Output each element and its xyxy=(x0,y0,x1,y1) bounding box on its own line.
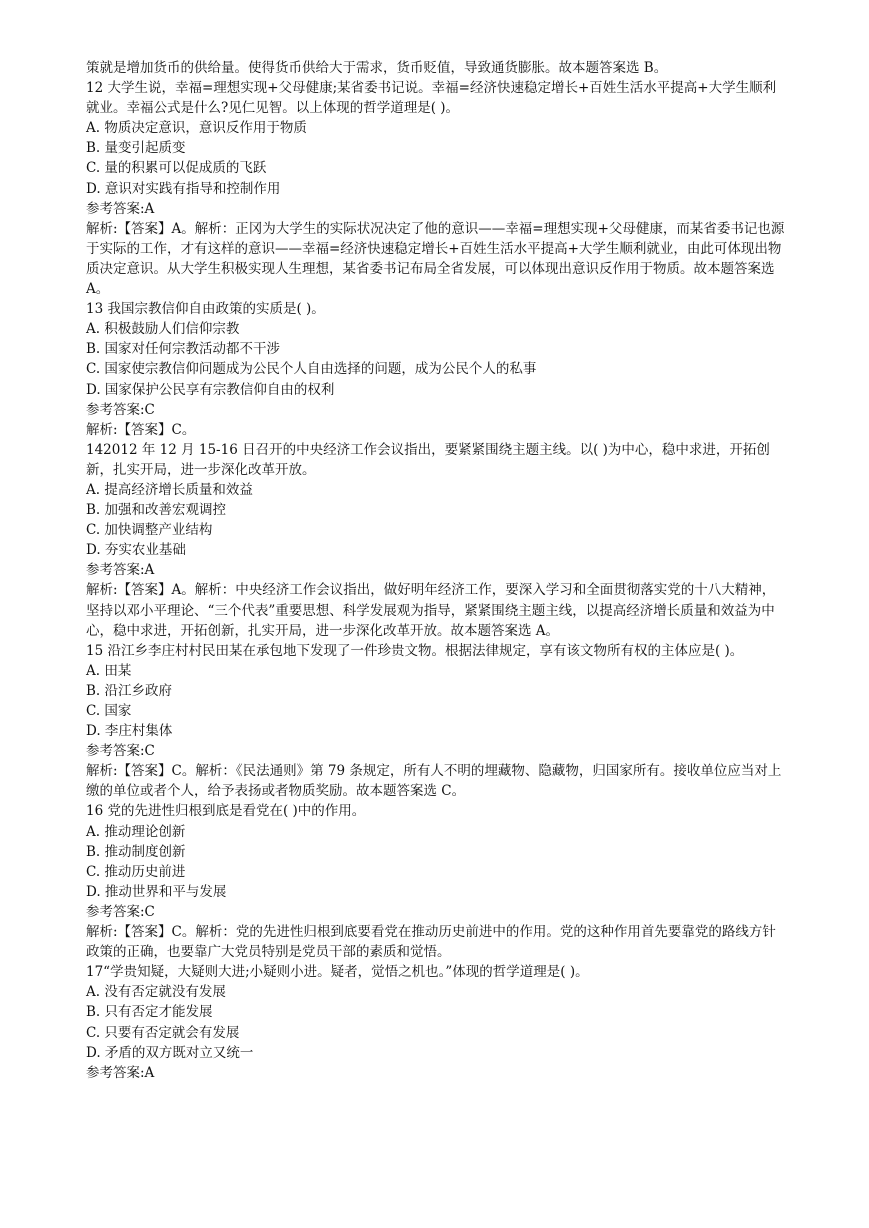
option-b: B. 沿江乡政府 xyxy=(86,682,173,699)
option-d: D. 意识对实践有指导和控制作用 xyxy=(86,180,281,197)
option-b: B. 量变引起质变 xyxy=(86,140,186,157)
option-c: C. 只要有否定就会有发展 xyxy=(86,1024,240,1041)
option-a: A. 田某 xyxy=(86,662,132,679)
reference-answer: 参考答案:C xyxy=(86,401,155,418)
text-line: 策就是增加货币的供给量。使得货币供给大于需求，货币贬值，导致通货膨胀。故本题答案选 B。 xyxy=(86,60,668,76)
option-a: A. 没有否定就没有发展 xyxy=(86,984,226,1001)
option-a: A. 物质决定意识，意识反作用于物质 xyxy=(86,120,307,137)
option-d: D. 夯实农业基础 xyxy=(86,542,186,559)
explanation: 解析:【答案】C。 xyxy=(86,421,196,438)
question-stem: 13 我国宗教信仰自由政策的实质是( )。 xyxy=(86,301,325,318)
explanation: 解析:【答案】C。解析：《民法通则》第 79 条规定，所有人不明的埋藏物、隐藏物，归国家所有。接收单位应当对上缴的单位或者个人，给予表扬或者物质奖励。故本题答案选 C。 xyxy=(86,763,782,800)
option-c: C. 加快调整产业结构 xyxy=(86,522,213,539)
reference-answer: 参考答案:C xyxy=(86,903,155,920)
question-stem: 15 沿江乡李庄村村民田某在承包地下发现了一件珍贵文物。根据法律规定，享有该文物所有权的主体应是( )。 xyxy=(86,642,744,659)
explanation: 解析:【答案】A。解析：中央经济工作会议指出，做好明年经济工作，要深入学习和全面贯彻落实党的十八大精神，坚持以邓小平理论、“三个代表”重要思想、科学发展观为指导，紧紧围绕主题主线，以提高经济增长质量和效益为中心，稳中求进，开拓创新，扎实开局，进一步深化改革开放。故本题答案选 A。 xyxy=(86,582,776,639)
option-d: D. 推动世界和平与发展 xyxy=(86,883,227,900)
question-stem: 142012 年 12 月 15-16 日召开的中央经济工作会议指出，要紧紧围绕主题主线。以( )为中心，稳中求进，开拓创新，扎实开局，进一步深化改革开放。 xyxy=(86,441,770,478)
option-d: D. 矛盾的双方既对立又统一 xyxy=(86,1044,254,1061)
explanation: 解析:【答案】C。解析：党的先进性归根到底要看党在推动历史前进中的作用。党的这种作用首先要靠党的路线方针政策的正确，也要靠广大党员特别是党员干部的素质和觉悟。 xyxy=(86,924,776,961)
option-b: B. 只有否定才能发展 xyxy=(86,1004,213,1021)
reference-answer: 参考答案:A xyxy=(86,200,155,217)
document-page xyxy=(86,58,786,1083)
option-c: C. 国家使宗教信仰问题成为公民个人自由选择的问题，成为公民个人的私事 xyxy=(86,361,537,378)
reference-answer: 参考答案:C xyxy=(86,743,155,760)
question-stem: 17“学贵知疑，大疑则大进;小疑则小进。疑者，觉悟之机也。”体现的哲学道理是( )。 xyxy=(86,964,589,981)
reference-answer: 参考答案:A xyxy=(86,1064,155,1081)
option-c: C. 推动历史前进 xyxy=(86,863,186,880)
option-c: C. 国家 xyxy=(86,703,132,719)
option-c: C. 量的积累可以促成质的飞跃 xyxy=(86,160,267,177)
option-d: D. 国家保护公民享有宗教信仰自由的权利 xyxy=(86,381,335,398)
reference-answer: 参考答案:A xyxy=(86,562,155,579)
option-b: B. 推动制度创新 xyxy=(86,843,186,860)
explanation: 解析:【答案】A。解析：正冈为大学生的实际状况决定了他的意识——幸福=理想实现+父母健康，而某省委书记也源于实际的工作，才有这样的意识——幸福=经济快速稳定增长+百姓生活水平提高+大学生顺利就业，由此可体现出物质决定意识。从大学生积极实现人生理想，某省委书记布局全省发展，可以体现出意识反作用于物质。故本题答案选 A。 xyxy=(86,220,785,298)
option-d: D. 李庄村集体 xyxy=(86,723,173,740)
question-stem: 16 党的先进性归根到底是看党在( )中的作用。 xyxy=(86,803,366,820)
option-a: A. 推动理论创新 xyxy=(86,823,186,840)
option-a: A. 提高经济增长质量和效益 xyxy=(86,481,253,498)
option-b: B. 加强和改善宏观调控 xyxy=(86,502,227,519)
option-b: B. 国家对任何宗教活动都不干涉 xyxy=(86,341,281,358)
option-a: A. 积极鼓励人们信仰宗教 xyxy=(86,321,240,338)
question-stem: 12 大学生说，幸福=理想实现+父母健康;某省委书记说。幸福=经济快速稳定增长+百姓生活水平提高+大学生顺利就业。幸福公式是什么?见仁见智。以上体现的哲学道理是( )。 xyxy=(86,80,777,117)
